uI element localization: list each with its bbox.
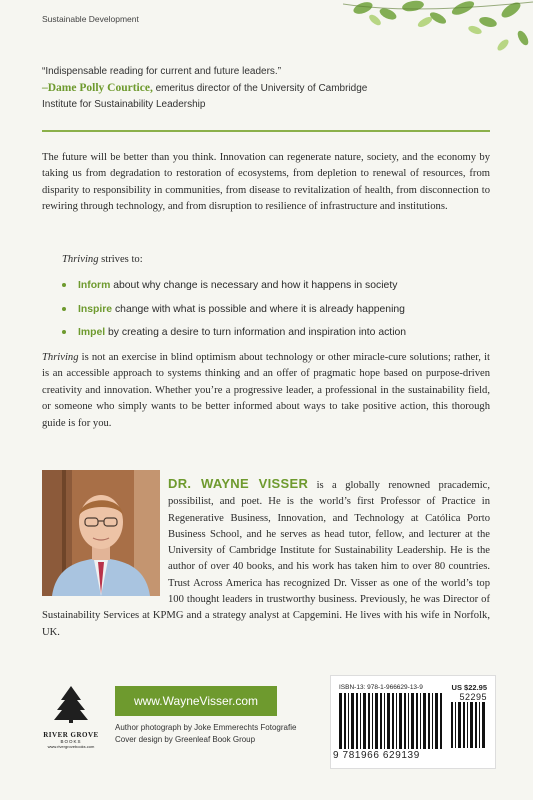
publisher-logo — [42, 684, 100, 754]
design-credit: Cover design by Greenleaf Book Group — [115, 734, 256, 744]
bullet-text: change with what is possible and where it is already happening — [112, 304, 405, 315]
price: US $22.95 — [451, 683, 487, 692]
credits — [115, 722, 296, 745]
quote-text: “Indispensable reading for current and future leaders.” — [42, 66, 282, 77]
publisher-name: RIVER GROVE — [43, 731, 99, 739]
bullet-dot-icon — [62, 330, 66, 334]
bullet-text: about why change is necessary and how it happens in society — [110, 280, 398, 291]
isbn-number: 9 781966 629139 — [333, 750, 420, 761]
isbn-label: ISBN-13: 978-1-966629-13-9 — [339, 684, 423, 691]
bio-text: is a globally renowned pracademic, possibilist, and poet. He is the world’s first Professor of Practice in Regenerative Business, Innovation, and Technology at Católica Porto Business School, and he serves as head tutor, fellow, and lecturer at the University of Cambridge Institute for Sustainability Leadership. He is the author of over 40 books, and his work has taken him to over 80 countries. Trust Across America has recognized Dr. Visser as one of the world’s top 100 thought leaders in trustworthy business. Previously, he was Director of Sustainability Services at KPMG and a strategy analyst at Capgemini. He lives with his wife in Norfolk, UK. — [42, 480, 490, 638]
bullet-keyword: Inform — [78, 280, 111, 291]
category-label: Sustainable Development — [42, 14, 139, 24]
publisher-url: www.rivergrovebooks.com — [47, 744, 95, 749]
barcode-box — [330, 675, 496, 769]
photo-credit: Author photograph by Joke Emmerechts Fotografie — [115, 723, 297, 732]
price-code: 52295 — [459, 692, 487, 702]
quote-role-line2: Institute for Sustainability Leadership — [42, 99, 206, 110]
strives-line — [62, 254, 143, 265]
bullet-dot-icon — [62, 283, 66, 287]
strives-text: strives to: — [98, 254, 143, 265]
leaves-decoration — [343, 0, 533, 60]
book-title: Thriving — [62, 254, 99, 265]
body-text: is not an exercise in blind optimism about technology or other miracle-cure solutions; rather, it is an accessible approach to systems thinking and an offer of pragmatic hope based on purpose-driven creativity and innovation. Whether you’re a progressive leader, a professional in the sustainability field, or someone who simply wants to be better informed about ways to take positive action, this thorough guide is for you. — [42, 352, 490, 429]
isbn-barcode-icon — [339, 693, 445, 749]
intro-paragraph: The future will be better than you think. Innovation can regenerate nature, society, and the economy by taking us from degradation to restoration of ecosystems, from depletion to renewal of resources, from disparity to responsibility in communities, from disease to revitalization of health, from disconnection to rewiring through technology, and from disruption to resilience of infrastructure and institutions. — [42, 152, 490, 213]
bullet-keyword: Inspire — [78, 304, 113, 315]
author-bio — [42, 476, 490, 641]
bullet-inspire — [62, 304, 405, 315]
book-title: Thriving — [42, 352, 79, 363]
divider — [42, 130, 490, 132]
bullet-dot-icon — [62, 307, 66, 311]
bullet-text: by creating a desire to turn information and inspiration into action — [105, 327, 407, 338]
quote-author: –Dame Polly Courtice, — [42, 82, 153, 94]
bullet-keyword: Impel — [78, 327, 106, 338]
website-banner[interactable]: www.WayneVisser.com — [115, 686, 277, 716]
publisher-books: BOOKS — [60, 739, 82, 744]
price-barcode-icon — [451, 702, 487, 748]
bullet-impel — [62, 327, 406, 338]
endorsement-quote — [42, 64, 367, 113]
author-name: DR. WAYNE VISSER — [168, 476, 309, 491]
body-paragraph — [42, 350, 490, 432]
tree-icon — [51, 684, 91, 724]
quote-role: emeritus director of the University of Cambridge — [152, 83, 368, 94]
bullet-inform — [62, 280, 397, 291]
